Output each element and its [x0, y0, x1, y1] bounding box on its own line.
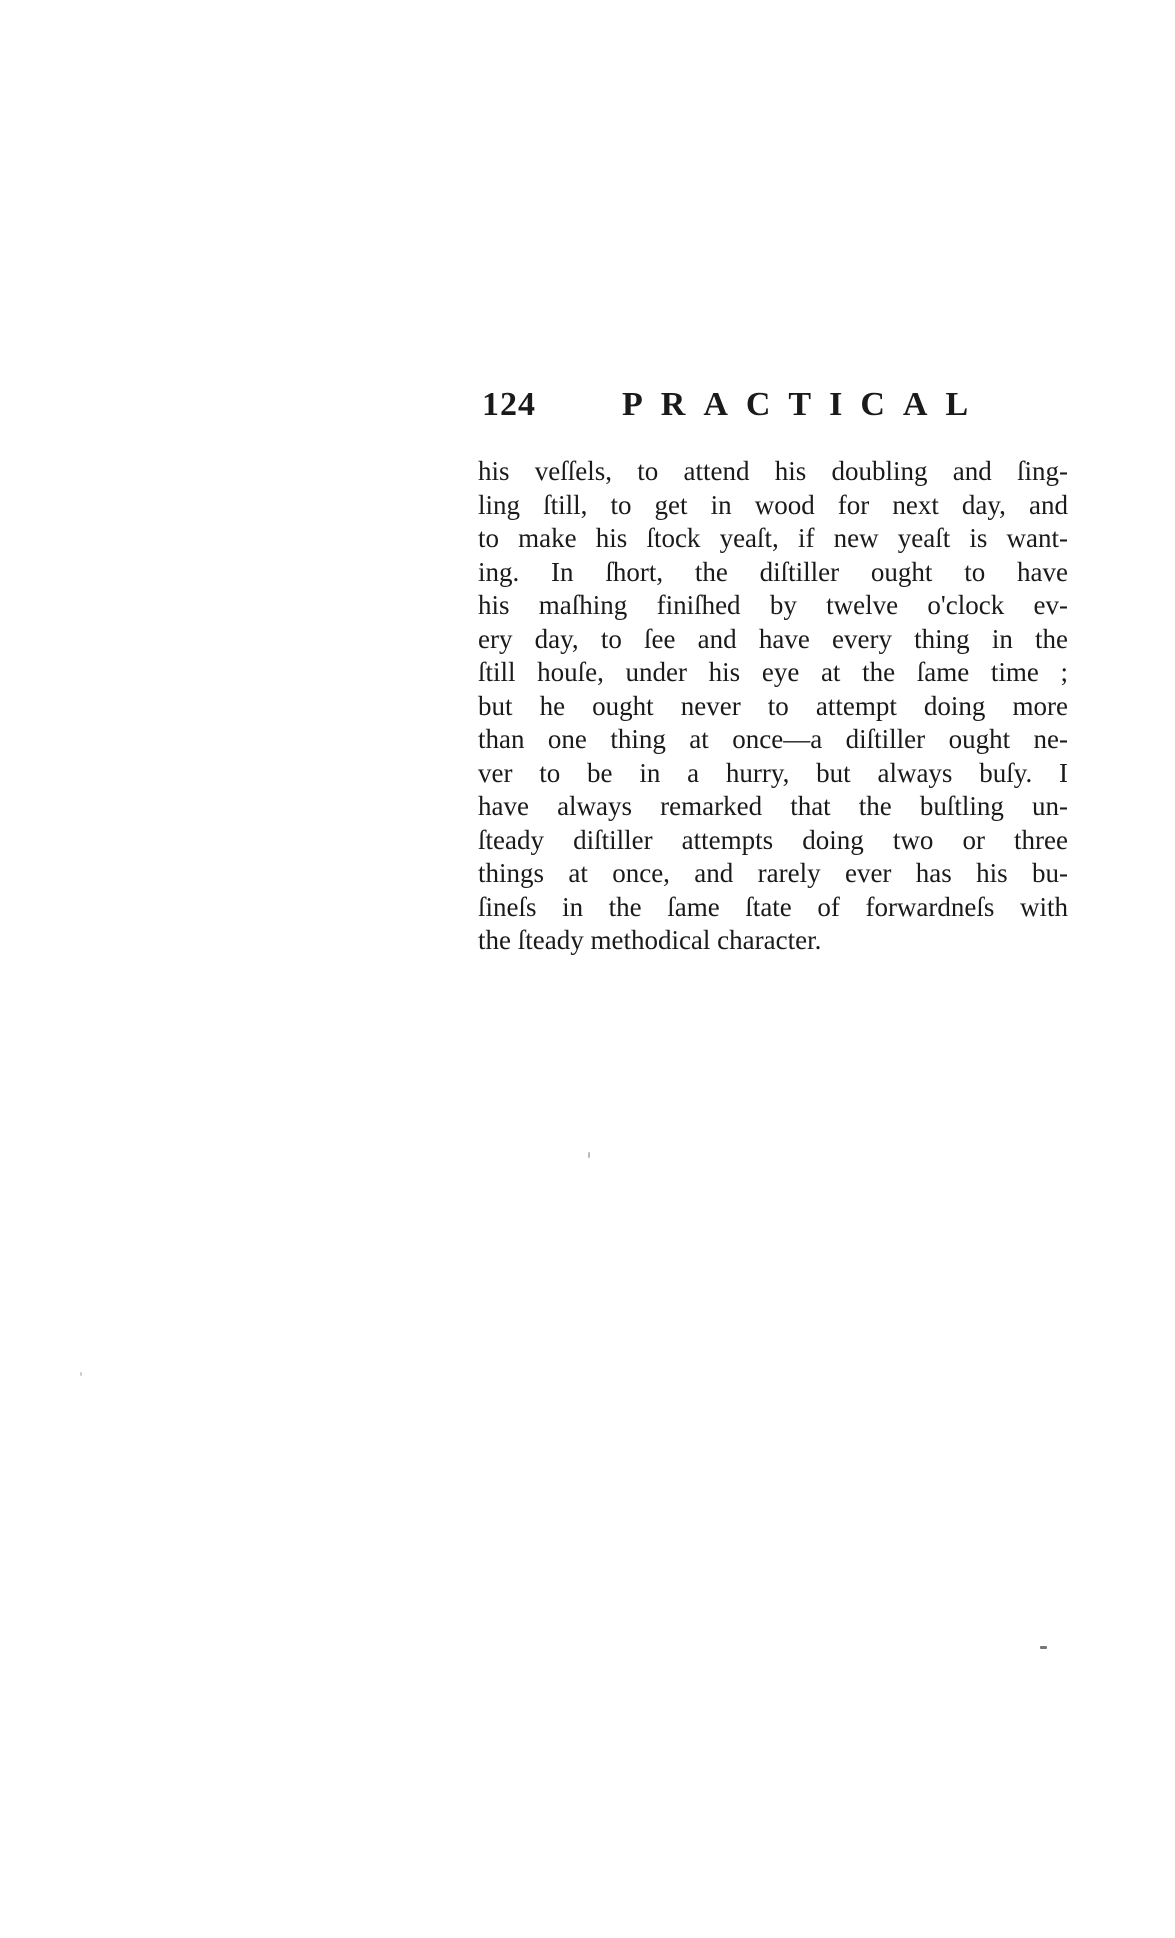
- text-line: ery day, to ſee and have every thing in the: [478, 623, 1068, 654]
- text-line: have always remarked that the buſtling un-: [478, 791, 1068, 821]
- page-number: 124: [482, 386, 536, 423]
- running-title: PRACTICAL: [622, 386, 987, 423]
- text-line: ſtill houſe, under his eye at the ſame time ;: [478, 657, 1068, 687]
- text-line: ling ſtill, to get in wood for next day, and: [478, 489, 1068, 520]
- paper-speck: [1040, 1646, 1047, 1649]
- text-line: his maſhing finiſhed by twelve o'clock ev-: [478, 590, 1068, 620]
- text-line: his veſſels, to attend his doubling and ſing-: [478, 456, 1068, 486]
- running-head: [470, 386, 1070, 436]
- body-paragraph: [478, 455, 1068, 958]
- paper-speck: [80, 1372, 82, 1376]
- text-line: ing. In ſhort, the diſtiller ought to have: [478, 556, 1068, 587]
- text-line: the ſteady methodical character.: [478, 925, 822, 955]
- text-line: than one thing at once—a diſtiller ought ne-: [478, 724, 1068, 754]
- paper-speck: [588, 1152, 590, 1158]
- text-line: ſteady diſtiller attempts doing two or three: [478, 824, 1068, 855]
- text-line: to make his ſtock yeaſt, if new yeaſt is want-: [478, 523, 1068, 553]
- text-line: ſineſs in the ſame ſtate of forwardneſs with: [478, 891, 1068, 922]
- text-line: but he ought never to attempt doing more: [478, 690, 1068, 721]
- text-line: ver to be in a hurry, but always buſy. I: [478, 757, 1068, 788]
- text-line: things at once, and rarely ever has his bu-: [478, 858, 1068, 888]
